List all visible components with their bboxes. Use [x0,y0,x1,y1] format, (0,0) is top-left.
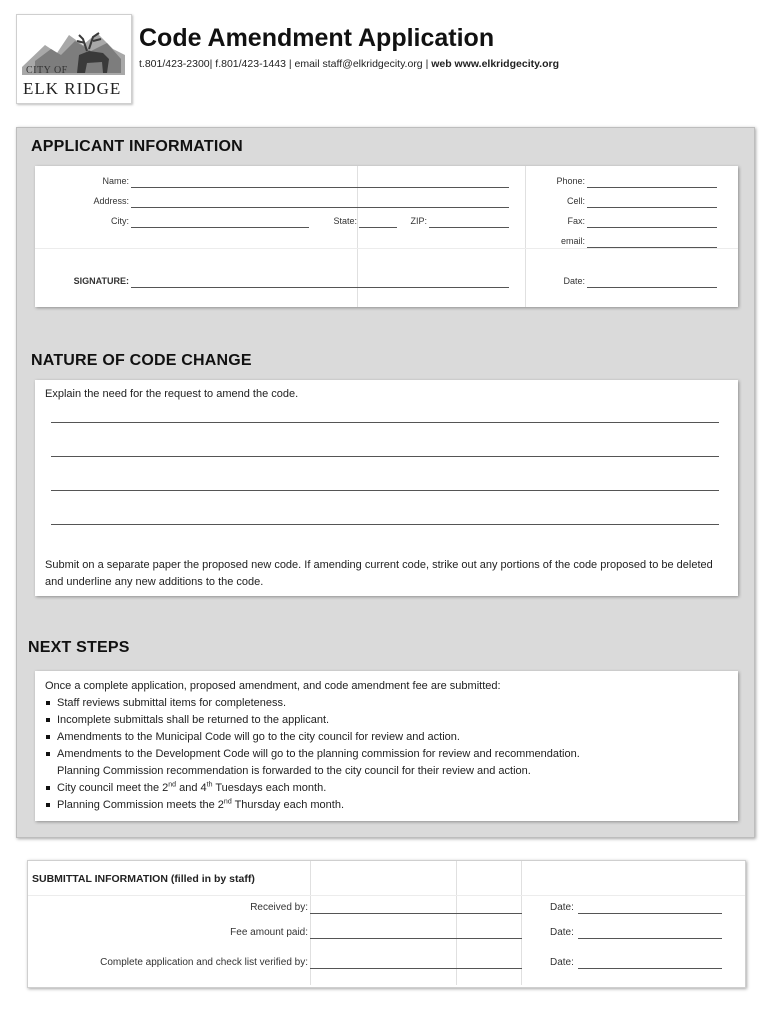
state-label: State: [333,216,357,226]
next-steps-list [45,695,730,814]
column-divider [310,861,311,985]
list-item: Amendments to the Development Code will go to the planning commission for review and recommendation. [45,746,730,763]
planning-sup: nd [223,798,232,806]
applicant-form-card [35,166,738,307]
fax-label: Fax: [567,216,585,226]
council-text-a: City council meet the 2 [57,782,169,794]
received-by-field[interactable] [310,913,522,914]
city-label: City: [111,216,129,226]
zip-field[interactable] [429,227,509,228]
list-item-council [45,780,730,797]
list-item-text: Planning Commission recommendation is forwarded to the city council for their review and action. [57,765,531,777]
explanation-line[interactable] [51,456,719,457]
verified-by-label: Complete application and check list verified by: [100,957,308,968]
verified-by-field[interactable] [310,968,522,969]
planning-text-a: Planning Commission meets the 2 [57,799,224,811]
nature-section-title: NATURE OF CODE CHANGE [31,352,252,369]
row-divider [35,248,738,249]
next-steps-intro: Once a complete application, proposed amendment, and code amendment fee are submitted: [45,680,501,692]
cell-label: Cell: [566,196,585,206]
name-label: Name: [102,176,129,186]
column-divider [521,861,522,985]
nature-prompt: Explain the need for the request to amend the code. [45,388,299,400]
fee-paid-label: Fee amount paid: [230,927,308,938]
planning-text-b: Thursday each month. [231,799,345,811]
address-field[interactable] [131,207,509,208]
nature-card [35,380,738,596]
zip-label: ZIP: [410,216,427,226]
state-field[interactable] [359,227,397,228]
logo-city-text: CITY OF [26,65,68,76]
next-steps-card [35,671,738,821]
list-item-continuation [45,763,730,780]
row-divider [28,895,745,896]
list-item: Staff reviews submittal items for completeness. [45,695,730,712]
date-label: Date: [563,276,585,286]
verified-date-field[interactable] [578,968,722,969]
column-divider [525,166,526,307]
fee-date-label: Date: [550,927,574,938]
list-item-planning [45,797,730,814]
address-label: Address: [93,196,129,206]
application-panel [16,127,755,838]
website-link[interactable]: web www.elkridgecity.org [431,58,559,70]
date-field[interactable] [587,287,717,288]
received-date-field[interactable] [578,913,722,914]
signature-field[interactable] [131,287,509,288]
page-title: Code Amendment Application [139,24,495,52]
list-item: Amendments to the Municipal Code will go to the city council for review and action. [45,729,730,746]
council-text-c: Tuesdays each month. [212,782,327,794]
cell-field[interactable] [587,207,717,208]
submittal-card [27,860,746,988]
explanation-line[interactable] [51,422,719,423]
council-sup-1: nd [168,781,177,789]
signature-label: SIGNATURE: [73,276,129,286]
contact-line [139,58,559,70]
logo-elk-ridge-text: ELK RIDGE [23,79,122,98]
email-field[interactable] [587,247,717,248]
list-item: Incomplete submittals shall be returned to the applicant. [45,712,730,729]
fee-date-field[interactable] [578,938,722,939]
submittal-title: SUBMITTAL INFORMATION (filled in by staff) [32,873,255,885]
explanation-line[interactable] [51,524,719,525]
council-sup-2: th [206,781,213,789]
city-logo [16,14,132,104]
phone-label: Phone: [556,176,585,186]
fax-field[interactable] [587,227,717,228]
next-steps-title: NEXT STEPS [28,639,130,656]
nature-note: Submit on a separate paper the proposed new code. If amending current code, strike out any portions of the code proposed to be deleted and underline any new additions to the code. [45,559,713,588]
received-date-label: Date: [550,902,574,913]
contact-info: t.801/423-2300| f.801/423-1443 | email staff@elkridgecity.org | [139,58,429,70]
fee-paid-field[interactable] [310,938,522,939]
applicant-section-title: APPLICANT INFORMATION [31,138,243,155]
name-field[interactable] [131,187,509,188]
verified-date-label: Date: [550,957,574,968]
phone-field[interactable] [587,187,717,188]
email-label: email: [560,236,585,246]
column-divider [456,861,457,985]
received-by-label: Received by: [250,902,308,913]
city-field[interactable] [131,227,309,228]
explanation-line[interactable] [51,490,719,491]
council-text-b: and 4 [176,782,207,794]
